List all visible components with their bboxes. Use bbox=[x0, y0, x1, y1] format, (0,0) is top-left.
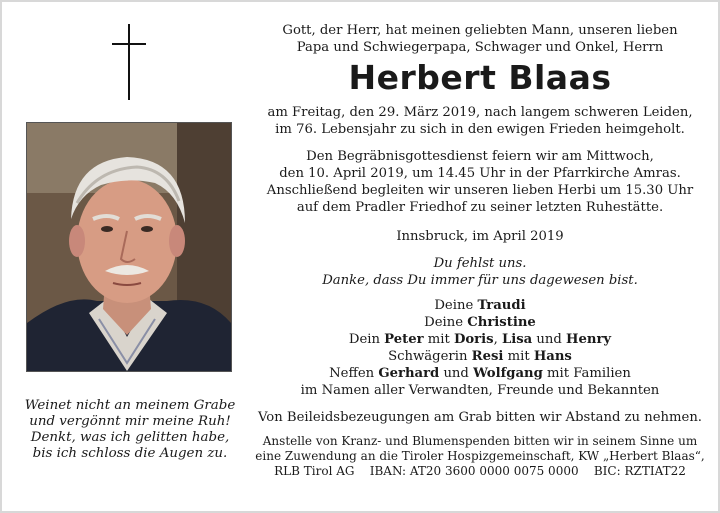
mourner-line: Deine Traudi bbox=[434, 298, 526, 313]
intro-line: Papa und Schwiegerpapa, Schwager und Onkel, Herrn bbox=[296, 40, 664, 55]
mourner-line: Neffen Gerhard und Wolfgang mit Familien bbox=[329, 366, 631, 381]
mourner-line: Schwägerin Resi mit Hans bbox=[388, 349, 572, 364]
funeral-line: Anschließend begleiten wir unseren lieben Herbi um 15.30 Uhr bbox=[266, 183, 694, 198]
donation-line: eine Zuwendung an die Tiroler Hospizgemeinschaft, KW „Herbert Blaas“, bbox=[255, 449, 705, 463]
verse-line: Weinet nicht an meinem Grabe bbox=[24, 398, 236, 413]
death-line: am Freitag, den 29. März 2019, nach langem schweren Leiden, bbox=[267, 105, 693, 120]
verse-line: und vergönnt mir meine Ruh! bbox=[29, 414, 231, 429]
death-line: im 76. Lebensjahr zu sich in den ewigen Frieden heimgeholt. bbox=[275, 122, 685, 137]
farewell-line: Du fehlst uns. bbox=[433, 256, 527, 271]
cross-icon bbox=[112, 24, 146, 100]
mourner-line: im Namen aller Verwandten, Freunde und Bekannten bbox=[300, 383, 660, 398]
notice-text bbox=[250, 22, 710, 479]
condolence-note: Von Beileidsbezeugungen am Grab bitten wir Abstand zu nehmen. bbox=[257, 410, 703, 425]
verse-line: bis ich schloss die Augen zu. bbox=[32, 446, 228, 461]
funeral-line: den 10. April 2019, um 14.45 Uhr in der Pfarrkirche Amras. bbox=[279, 166, 681, 181]
memorial-verse bbox=[20, 398, 240, 462]
donation-line: Anstelle von Kranz- und Blumenspenden bitten wir in seinem Sinne um bbox=[262, 434, 698, 448]
mourner-line: Deine Christine bbox=[424, 315, 536, 330]
funeral-line: Den Begräbnisgottesdienst feiern wir am Mittwoch, bbox=[306, 149, 654, 164]
place-date: Innsbruck, im April 2019 bbox=[396, 229, 564, 244]
intro-line: Gott, der Herr, hat meinen geliebten Mann, unseren lieben bbox=[282, 23, 678, 38]
deceased-name: Herbert Blaas bbox=[348, 58, 612, 97]
portrait-photo bbox=[26, 122, 232, 372]
verse-line: Denkt, was ich gelitten habe, bbox=[30, 430, 230, 445]
funeral-line: auf dem Pradler Friedhof zu seiner letzten Ruhestätte. bbox=[296, 200, 664, 215]
donation-line: RLB Tirol AG IBAN: AT20 3600 0000 0075 0000 BIC: RZTIAT22 bbox=[274, 464, 686, 478]
mourner-line: Dein Peter mit Doris, Lisa und Henry bbox=[348, 332, 612, 347]
farewell-line: Danke, dass Du immer für uns dagewesen bist. bbox=[322, 273, 638, 288]
